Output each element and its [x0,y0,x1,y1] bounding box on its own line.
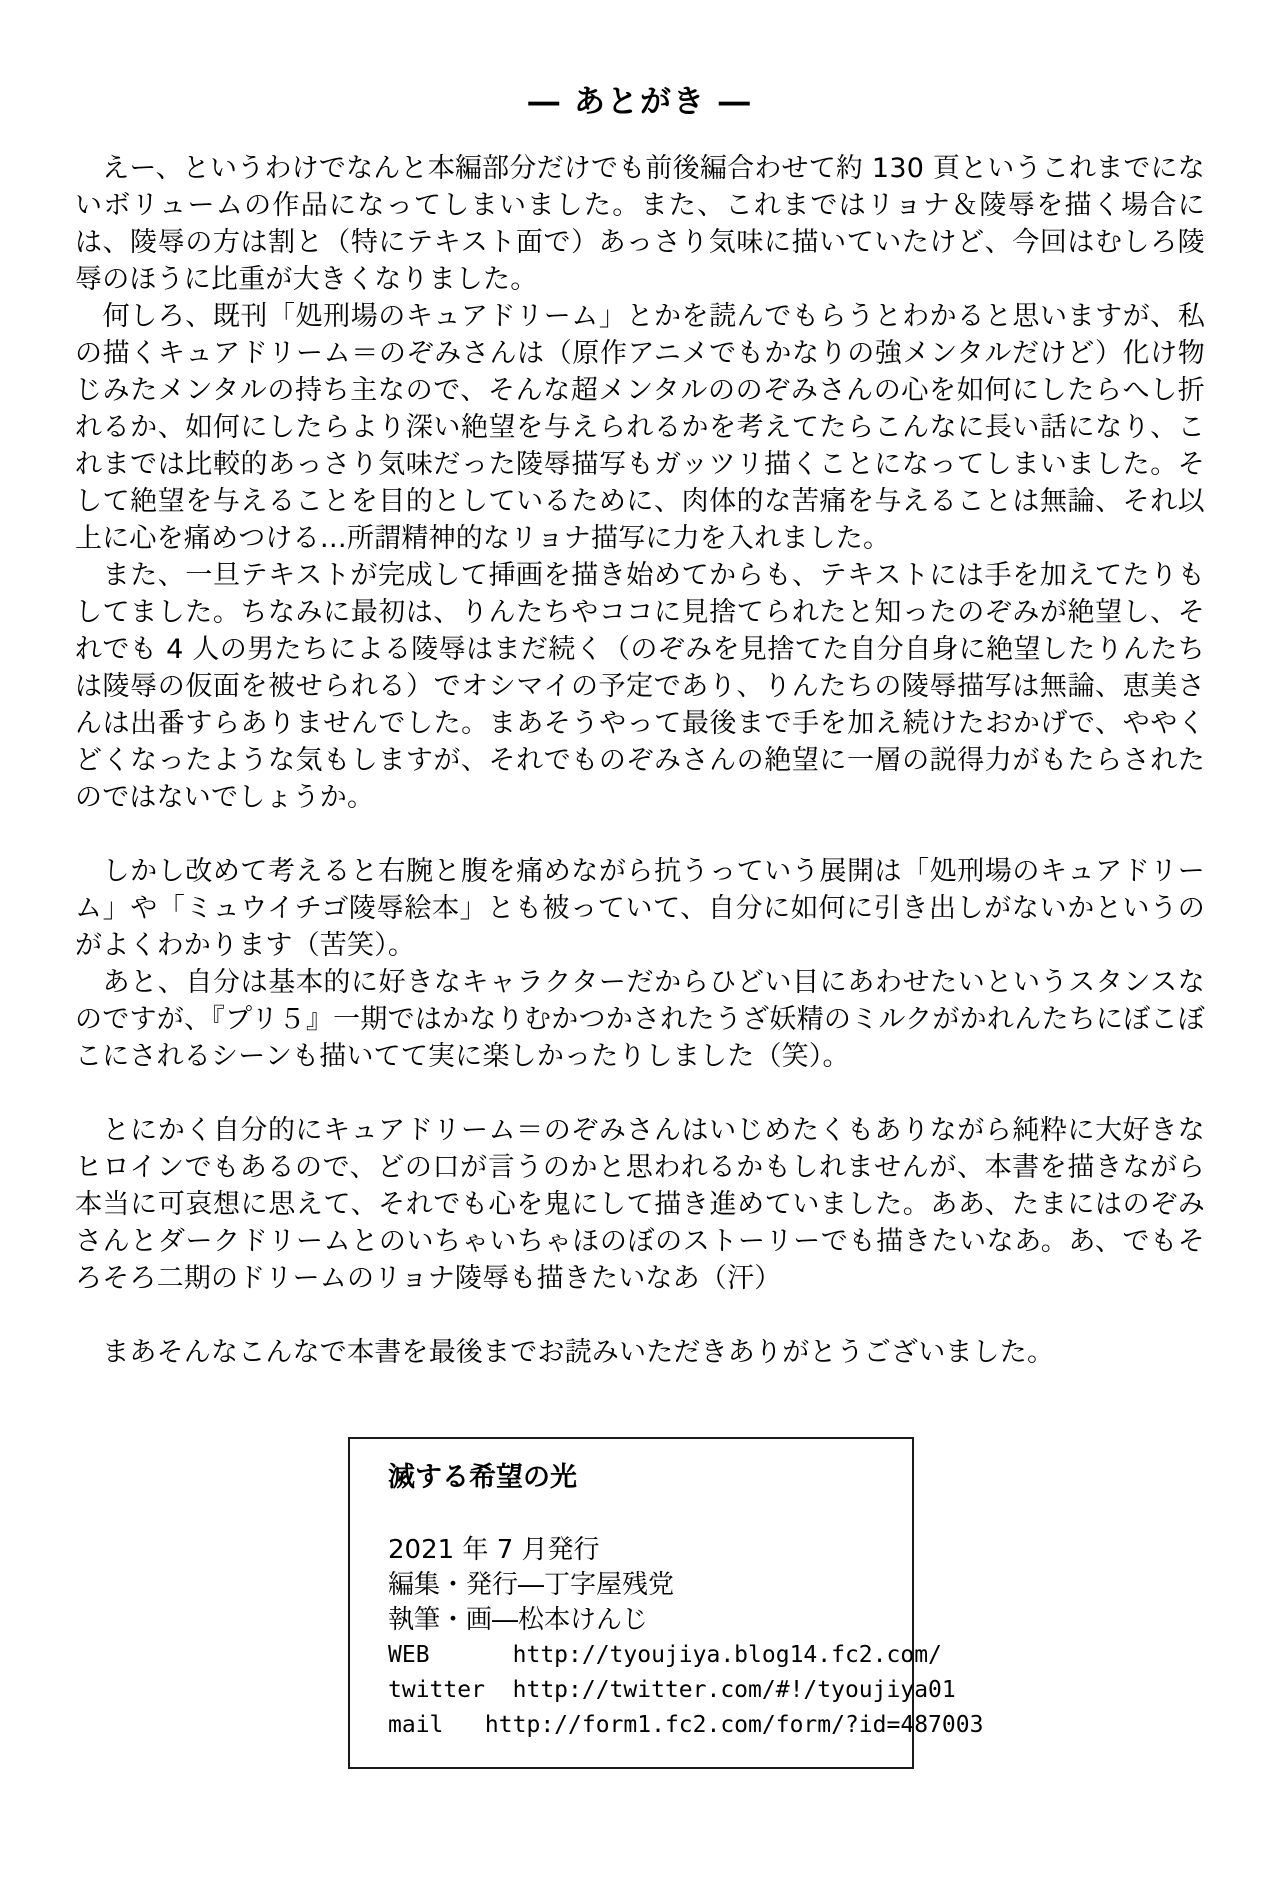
paragraph-group-1 [75,150,1205,816]
colophon-web-line: WEB http://tyoujiya.blog14.fc2.com/ [388,1642,942,1668]
colophon-box [348,1437,984,1769]
colophon-date-line: 2021 年 7 月発行 [388,1535,600,1565]
afterword-page [0,84,1280,1769]
paragraph: 何しろ、既刊「処刑場のキュアドリーム」とかを読んでもらうとわかると思いますが、私の描くキュアドリーム＝のぞみさんは（原作アニメでもかなりの強メンタルだけど）化け物じみたメンタルの持ち主なので、そんな超メンタルののぞみさんの心を如何にしたらへし折れるか、如何にしたらより深い絶望を与えられるかを考えてたらこんなに長い話になり、これまでは比較的あっさり気味だった陵辱描写もガッツリ描くことになってしまいました。そして絶望を与えることを目的としているために、肉体的な苦痛を与えることは無論、それ以上に心を痛めつける…所謂精神的なリョナ描写に力を入れました。 [75,301,1205,554]
colophon-title: 滅する希望の光 [388,1462,577,1493]
colophon-author-line: 執筆・画―松本けんじ [388,1605,649,1635]
page-title: ― あとがき ― [528,84,752,120]
paragraph-group-2 [75,853,1205,1075]
colophon-publisher-line: 編集・発行―丁字屋残党 [388,1570,675,1600]
colophon-twitter-line: twitter http://twitter.com/#!/tyoujiya01 [388,1677,956,1703]
paragraph: まあそんなこんなで本書を最後までお読みいただきありがとうございました。 [75,1337,1055,1368]
colophon-lines [388,1533,984,1743]
colophon-mail-line: mail http://form1.fc2.com/form/?id=487003 [388,1712,984,1738]
paragraph: また、一旦テキストが完成して挿画を描き始めてからも、テキストには手を加えてたりもしてました。ちなみに最初は、りんたちやココに見捨てられたと知ったのぞみが絶望し、それでも 4 人の男たちによる陵辱はまだ続く（のぞみを見捨てた自分自身に絶望したりんたちは陵辱の仮面を被せられる）でオシマイの予定であり、りんたちの陵辱描写は無論、恵美さんは出番すらありませんでした。まあそうやって最後まで手を加え続けたおかげで、ややくどくなったような気もしますが、それでものぞみさんの絶望に一層の説得力がもたらされたのではないでしょうか。 [75,560,1205,813]
paragraph: あと、自分は基本的に好きなキャラクターだからひどい目にあわせたいというスタンスなのですが、『プリ５』一期ではかなりむかつかされたうざ妖精のミルクがかれんたちにぼこぼこにされるシーンも描いてて実に楽しかったりしました（笑）。 [75,967,1205,1072]
paragraph: とにかく自分的にキュアドリーム＝のぞみさんはいじめたくもありながら純粋に大好きなヒロインでもあるので、どの口が言うのかと思われるかもしれませんが、本書を描きながら本当に可哀想に思えて、それでも心を鬼にして描き進めていました。ああ、たまにはのぞみさんとダークドリームとのいちゃいちゃほのぼのストーリーでも描きたいなあ。あ、でもそろそろ二期のドリームのリョナ陵辱も描きたいなあ（汗） [75,1115,1205,1294]
paragraph: えー、というわけでなんと本編部分だけでも前後編合わせて約 130 頁というこれまでにないボリュームの作品になってしまいました。また、これまではリョナ＆陵辱を描く場合には、陵辱の方は割と（特にテキスト面で）あっさり気味に描いていたけど、今回はむしろ陵辱のほうに比重が大きくなりました。 [75,153,1205,295]
paragraph: しかし改めて考えると右腕と腹を痛めながら抗うっていう展開は「処刑場のキュアドリーム」や「ミュウイチゴ陵辱絵本」とも被っていて、自分に如何に引き出しがないかというのがよくわかります（苦笑）。 [75,856,1205,961]
paragraph-group-4 [75,1334,1205,1371]
paragraph-group-3 [75,1112,1205,1297]
